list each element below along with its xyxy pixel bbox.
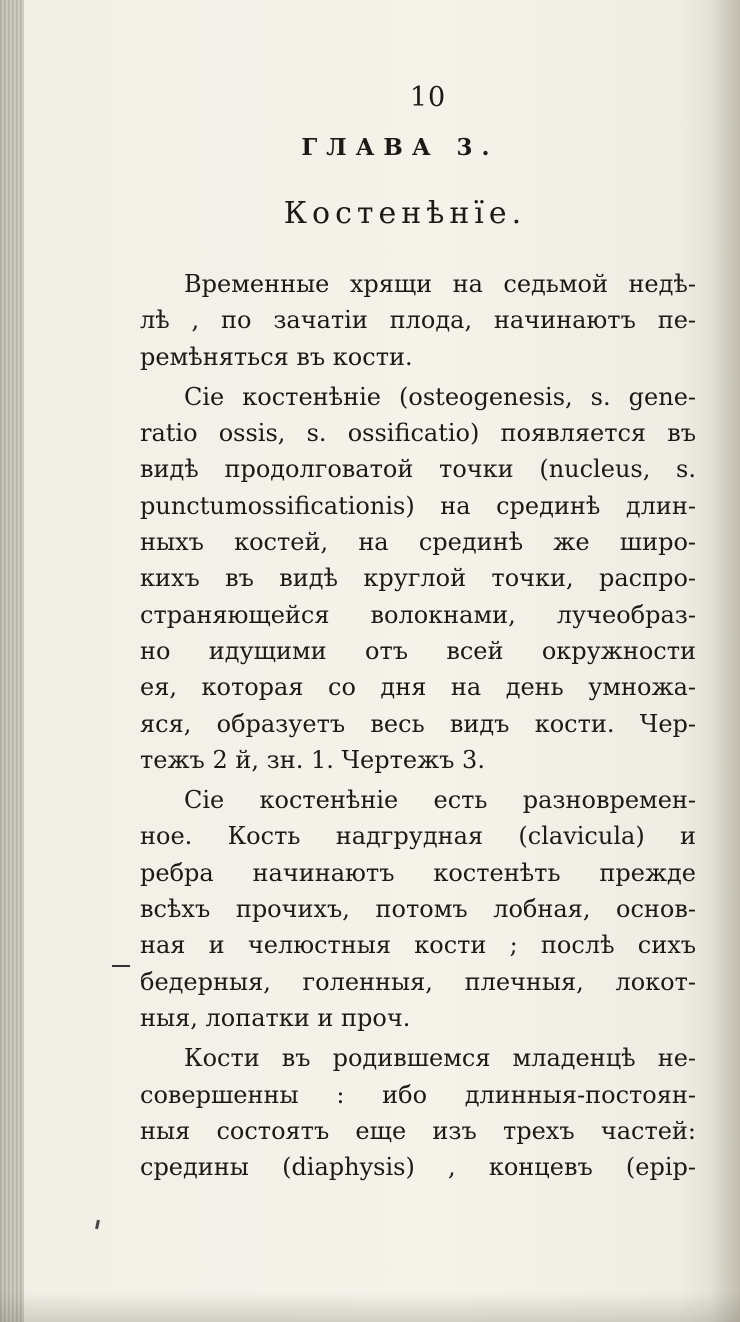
text-line: бедерныя, голенныя, плечныя, локот-: [140, 967, 696, 996]
text-line: ныхъ костей, на срединѣ же широ-: [140, 528, 696, 557]
text-line: Сіе костенѣніе (osteogenesis, s. gene-: [184, 382, 696, 411]
margin-tick-mark: [95, 1220, 100, 1229]
body-text: [140, 266, 696, 1185]
text-line: яся, образуетъ весь видъ кости. Чер-: [140, 709, 696, 738]
section-heading: Костенѣнїе.: [283, 196, 527, 231]
chapter-title: ГЛАВА 3.: [301, 134, 499, 161]
text-line: страняющейся волокнами, лучеобраз-: [140, 600, 696, 629]
text-line: кихъ въ видѣ круглой точки, распро-: [140, 564, 696, 593]
text-line: видѣ продолговатой точки (nucleus, s.: [140, 455, 696, 484]
paragraph: [140, 1040, 696, 1185]
paragraph: [140, 379, 696, 778]
text-line: тежъ 2 й, зн. 1. Чертежъ 3.: [140, 745, 485, 774]
page-bottom-edge-shadow: [0, 1292, 740, 1322]
text-line: средины (diaphysis) , концевъ (epip-: [140, 1153, 696, 1182]
margin-dash-mark: [112, 965, 130, 967]
paragraph: [140, 782, 696, 1036]
text-line: лѣ , по зачатіи плода, начинаютъ пе-: [140, 306, 696, 335]
text-line: ея, которая со дня на день умножа-: [140, 673, 696, 702]
paragraph: [140, 266, 696, 375]
page-number: 10: [409, 82, 447, 113]
text-line: ratio ossis, s. ossificatio) появляется въ: [140, 419, 696, 448]
text-line: ремѣняться въ кости.: [140, 342, 413, 371]
text-line: Сіе костенѣніе есть разновремен-: [184, 786, 696, 815]
text-line: Кости въ родившемся младенцѣ не-: [184, 1044, 696, 1073]
text-line: punctumossificationis) на срединѣ длин-: [140, 491, 696, 520]
text-line: ныя состоятъ еще изъ трехъ частей:: [140, 1116, 696, 1145]
text-line: ребра начинаютъ костенѣть прежде: [140, 858, 696, 887]
text-line: всѣхъ прочихъ, потомъ лобная, основ-: [140, 895, 696, 924]
text-line: ная и челюстныя кости ; послѣ сихъ: [140, 931, 696, 960]
text-line: ныя, лопатки и проч.: [140, 1003, 411, 1032]
text-line: совершенны : ибо длинныя-постоян-: [140, 1080, 696, 1109]
text-line: но идущими отъ всей окружности: [140, 636, 696, 665]
text-line: ное. Кость надгрудная (clavicula) и: [140, 822, 696, 851]
text-line: Временные хрящи на седьмой недѣ-: [184, 270, 696, 298]
